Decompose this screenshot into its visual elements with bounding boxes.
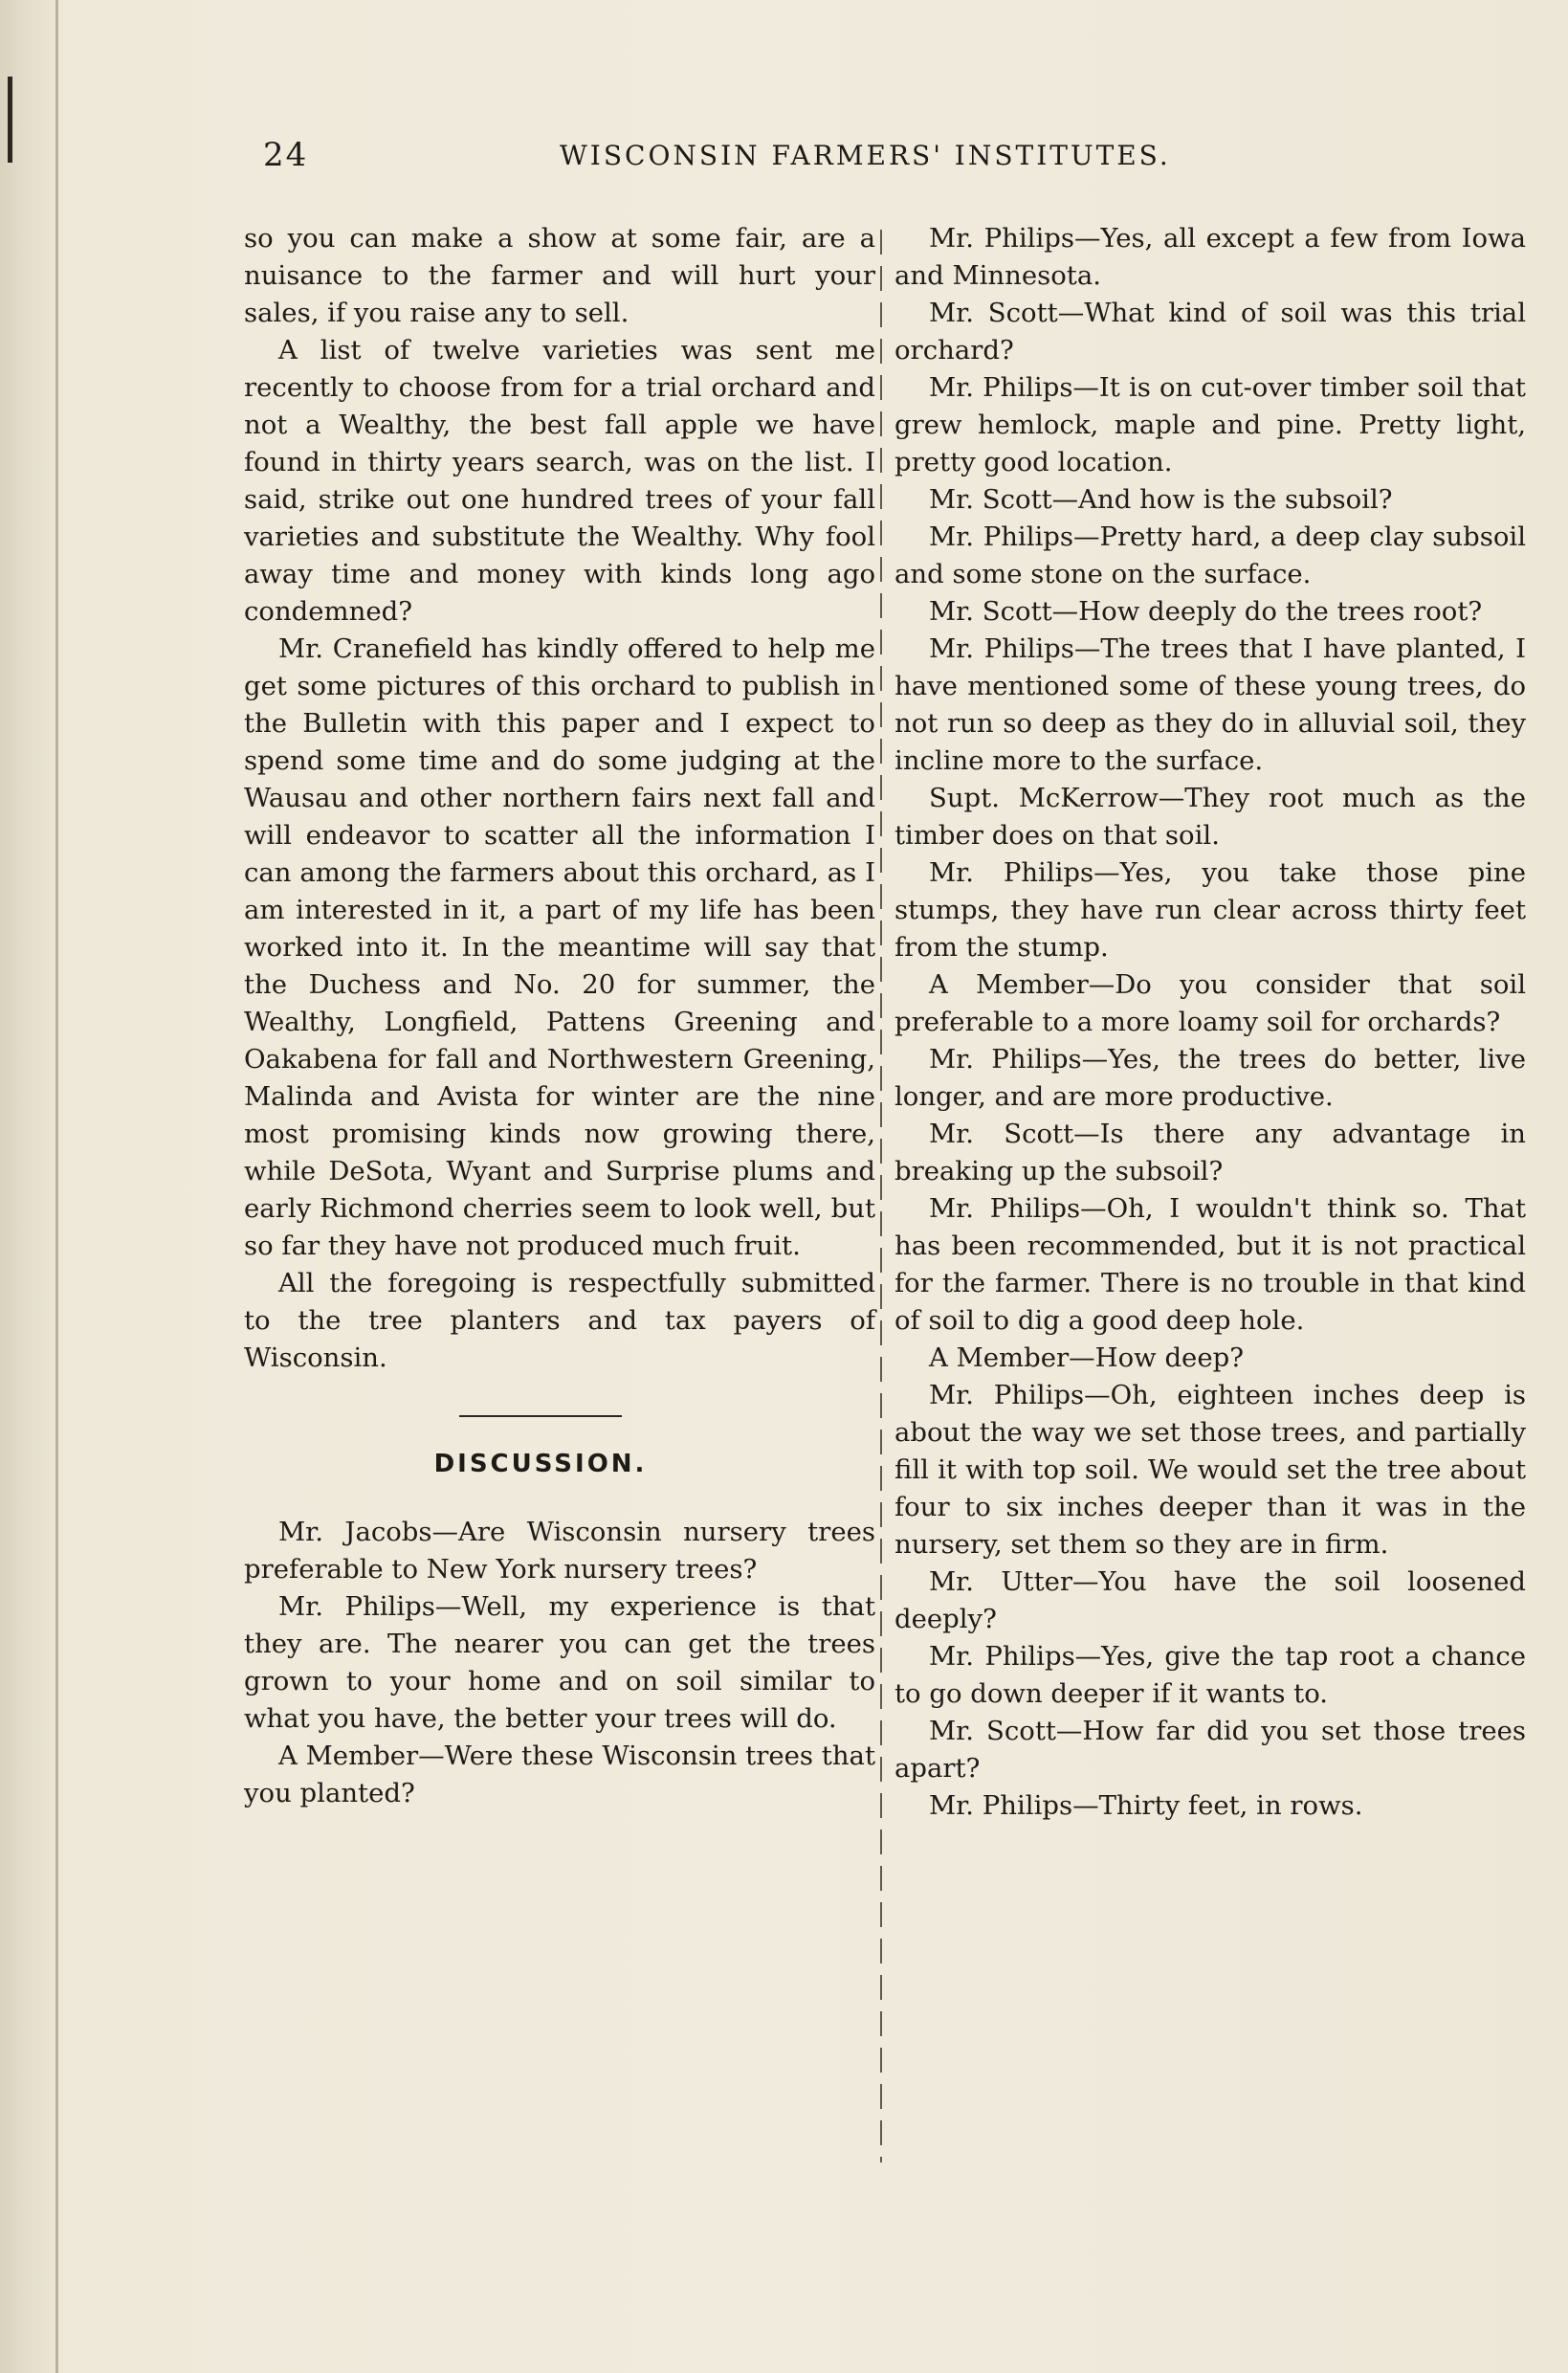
column-divider (880, 230, 882, 2162)
page-header (263, 136, 1239, 184)
paragraph: Mr. Scott—How deeply do the trees root? (929, 596, 1483, 627)
running-title: WISCONSIN FARMERS' INSTITUTES. (560, 140, 1171, 171)
paragraph: A Member—Do you consider that soil preferable to a more loamy soil for orchards? (894, 969, 1526, 1037)
paragraph: A list of twelve varieties was sent me recently to choose from for a trial orchard and not a Wealthy, the best fall apple we have found in thirty years search, was on the list. I said, strike out one hundred trees of your fall varieties and substitute the Wealthy. Why fool away time and money with kinds long ago condemned? (244, 335, 875, 627)
paragraph: Mr. Jacobs—Are Wisconsin nursery trees preferable to New York nursery trees? (244, 1517, 875, 1585)
book-gutter (0, 0, 67, 2373)
gutter-shadow-line (55, 0, 58, 2373)
paragraph: All the foregoing is respectfully submitted to the tree planters and tax payers of Wisconsin. (244, 1268, 875, 1373)
paragraph: Mr. Utter—You have the soil loosened deeply? (894, 1566, 1526, 1634)
paragraph: Mr. Cranefield has kindly offered to help me get some pictures of this orchard to publish in the Bulletin with this paper and I expect to spend some time and do some judging at the Wausau and other northern fairs next fall and will endeavor to scatter all the information I can among the farmers about this orchard, as I am interested in it, a part of my life has been worked into it. In the meantime will say that the Duchess and No. 20 for summer, the Wealthy, Longfield, Pattens Greening and Oakabena for fall and Northwestern Greening, Malinda and Avista for winter are the nine most promising kinds now growing there, while DeSota, Wyant and Surprise plums and early Richmond cherries seem to look well, but so far they have not produced much fruit. (244, 633, 875, 1261)
paragraph: Mr. Philips—Yes, the trees do better, live longer, and are more productive. (894, 1044, 1526, 1112)
paragraph: Supt. McKerrow—They root much as the timber does on that soil. (894, 783, 1526, 851)
discussion-heading: DISCUSSION. (433, 1450, 648, 1478)
paragraph: Mr. Scott—Is there any advantage in breaking up the subsoil? (894, 1119, 1526, 1186)
paragraph: Mr. Scott—What kind of soil was this trial orchard? (894, 298, 1526, 366)
paragraph: Mr. Scott—And how is the subsoil? (929, 484, 1393, 515)
paragraph: so you can make a show at some fair, are a nuisance to the farmer and will hurt your sales, if you raise any to sell. (244, 223, 875, 328)
paragraph: Mr. Philips—Pretty hard, a deep clay subsoil and some stone on the surface. (894, 521, 1526, 589)
right-column (894, 220, 1526, 1825)
paragraph: Mr. Philips—Yes, give the tap root a chance to go down deeper if it wants to. (894, 1641, 1526, 1709)
paragraph: A Member—How deep? (929, 1342, 1244, 1373)
paragraph: Mr. Philips—Oh, I wouldn't think so. That has been recommended, but it is not practical for the farmer. There is no trouble in that kind of soil to dig a good deep hole. (894, 1193, 1526, 1336)
paragraph: Mr. Philips—Yes, you take those pine stumps, they have run clear across thirty feet from the stump. (894, 857, 1526, 963)
paragraph: Mr. Philips—Well, my experience is that they are. The nearer you can get the trees grown to your home and on soil similar to what you have, the better your trees will do. (244, 1591, 875, 1734)
paragraph: Mr. Philips—Oh, eighteen inches deep is about the way we set those trees, and partially fill it with top soil. We would set the tree about four to six inches deeper than it was in the nursery, set them so they are in firm. (894, 1380, 1526, 1560)
binding-mark (8, 77, 12, 163)
paragraph: Mr. Philips—Thirty feet, in rows. (929, 1790, 1363, 1821)
paragraph: Mr. Scott—How far did you set those trees apart? (894, 1716, 1526, 1784)
section-rule (459, 1415, 622, 1417)
page-number: 24 (263, 136, 309, 174)
left-column (244, 220, 875, 1812)
paragraph: Mr. Philips—It is on cut-over timber soil that grew hemlock, maple and pine. Pretty light, pretty good location. (894, 372, 1526, 477)
paragraph: Mr. Philips—Yes, all except a few from Iowa and Minnesota. (894, 223, 1526, 291)
paragraph: A Member—Were these Wisconsin trees that you planted? (244, 1741, 875, 1808)
paragraph: Mr. Philips—The trees that I have planted, I have mentioned some of these young trees, do not run so deep as they do in alluvial soil, they incline more to the surface. (894, 633, 1526, 776)
